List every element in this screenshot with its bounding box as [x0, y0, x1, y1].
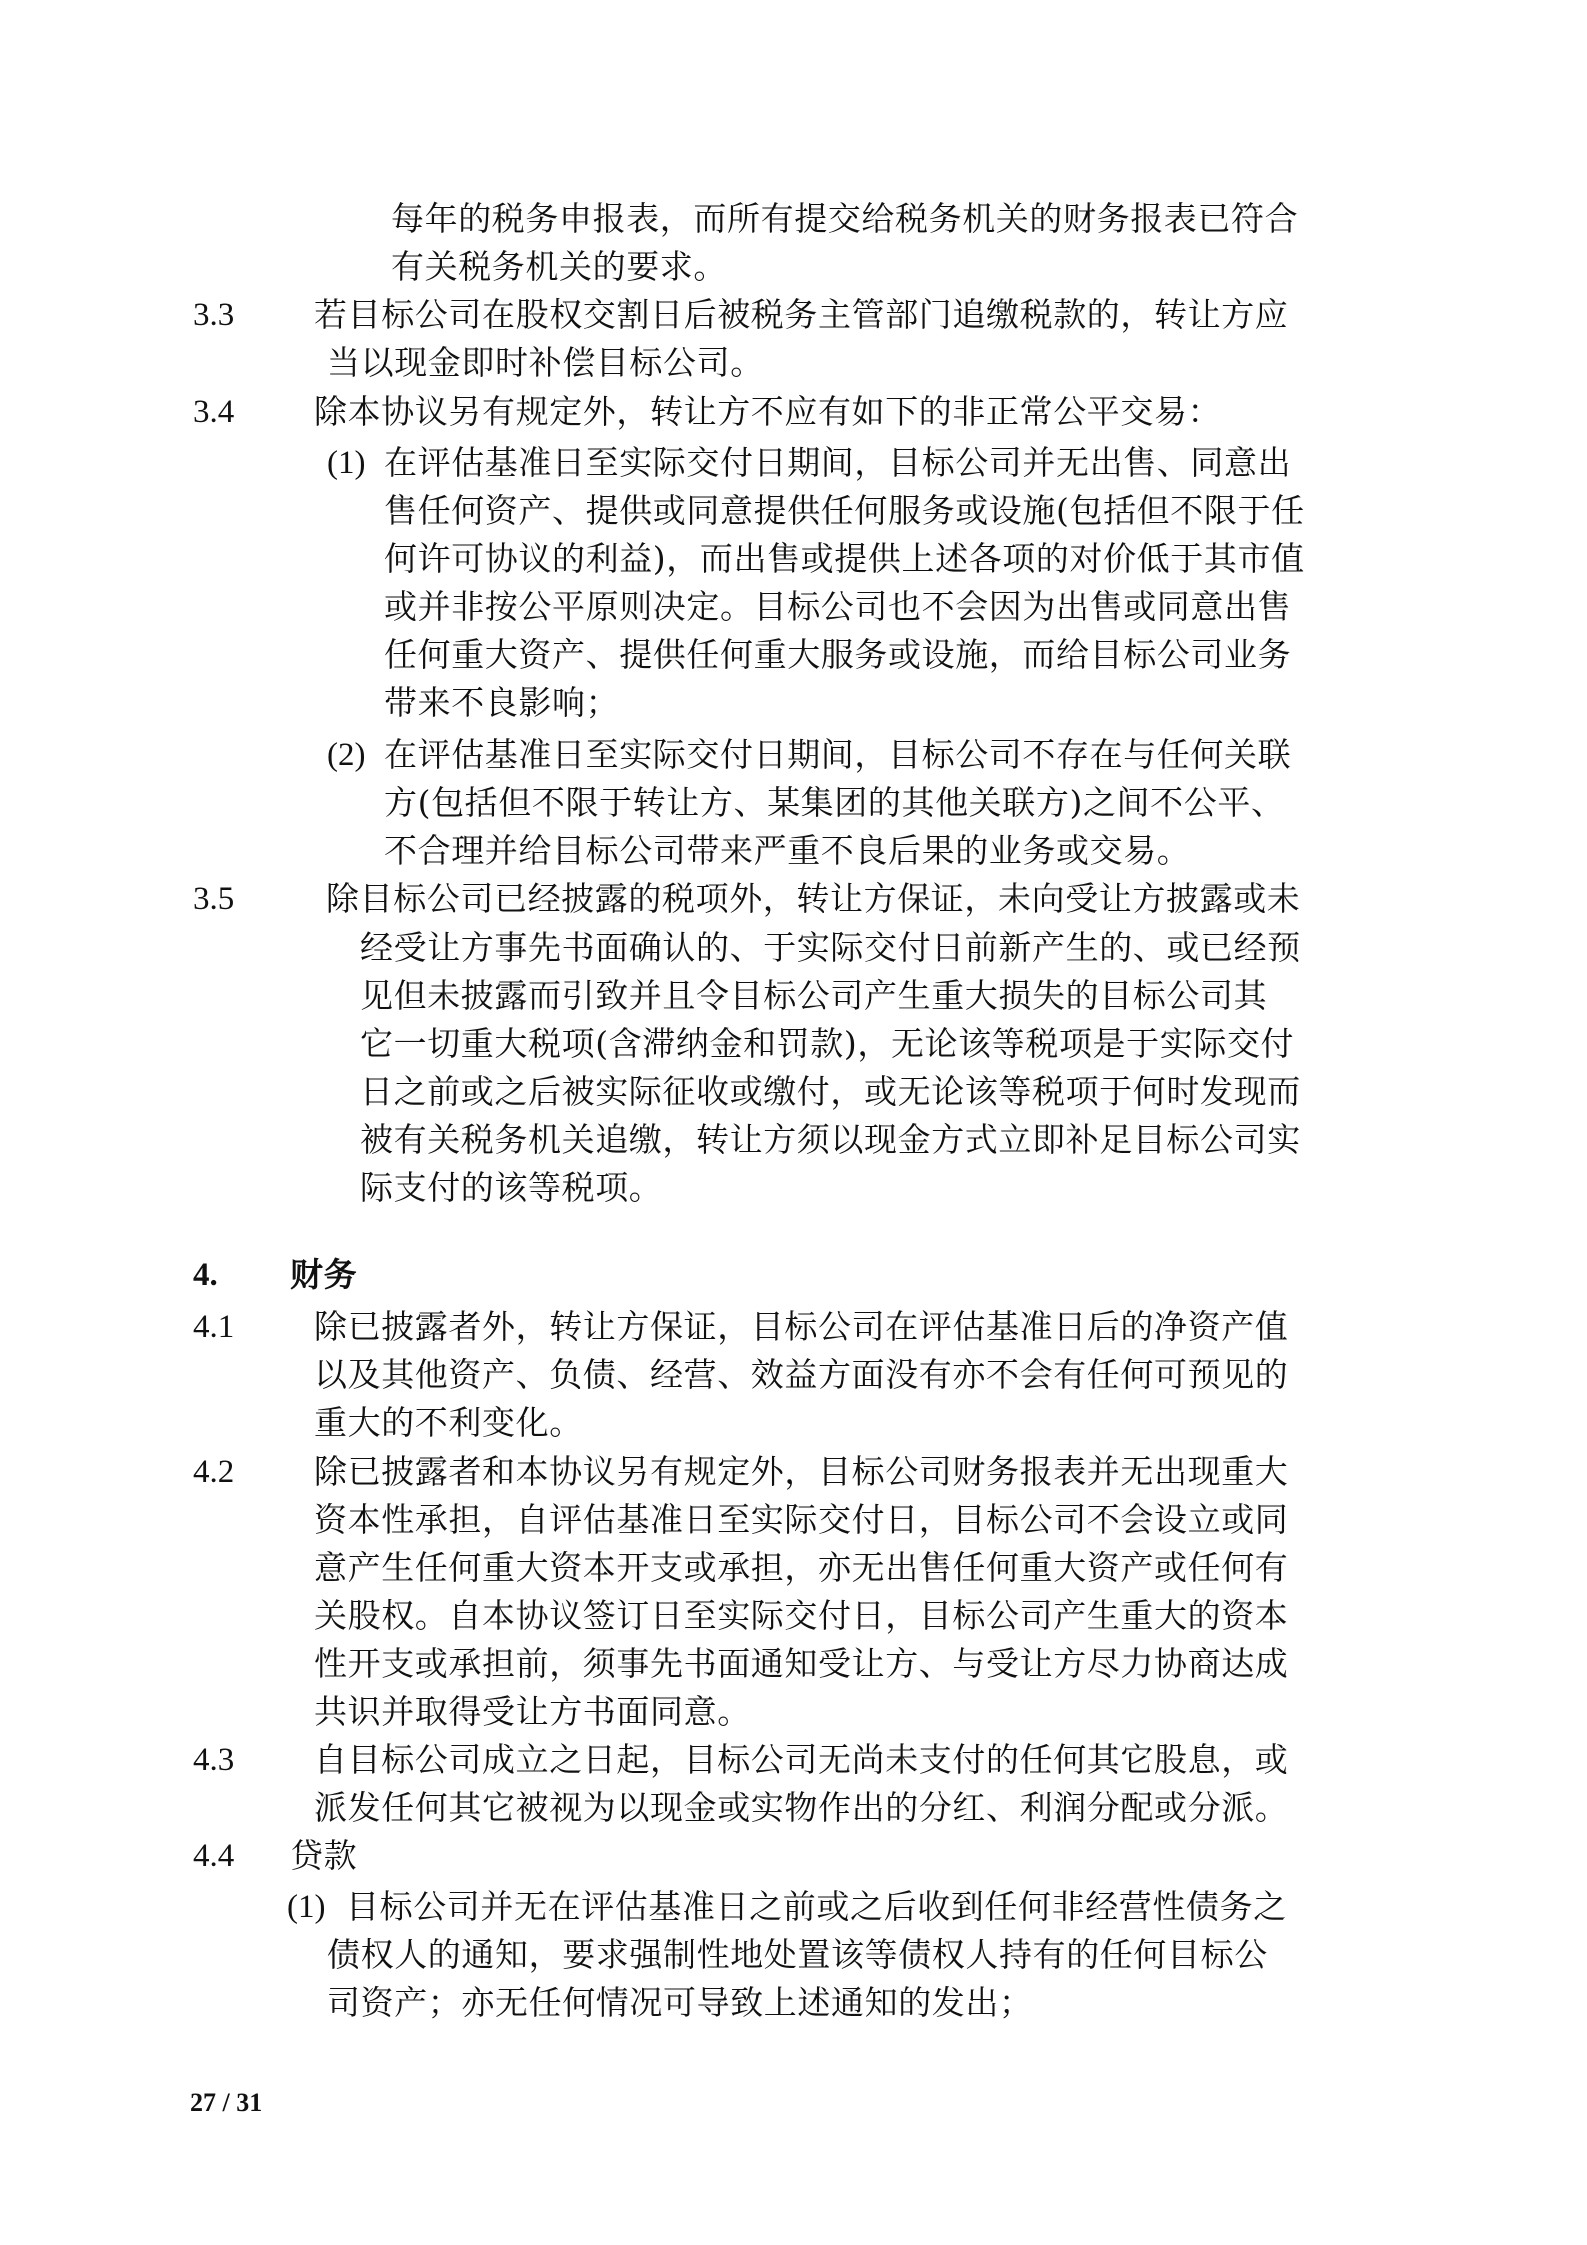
text-line: 除已披露者和本协议另有规定外，目标公司财务报表并无出现重大 — [314, 1452, 1289, 1491]
page-number: 27 / 31 — [190, 2088, 263, 2117]
text-line: 目标公司并无在评估基准日之前或之后收到任何非经营性债务之 — [346, 1887, 1287, 1926]
text-line: 有关税务机关的要求。 — [391, 247, 727, 286]
text-line: 日之前或之后被实际征收或缴付，或无论该等税项于何时发现而 — [360, 1072, 1301, 1111]
text-line: 性开支或承担前，须事先书面通知受让方、与受让方尽力协商达成 — [314, 1644, 1289, 1683]
clause-number: 4.2 — [193, 1454, 235, 1490]
text-line: 每年的税务申报表，而所有提交给税务机关的财务报表已符合 — [391, 199, 1299, 238]
text-line: 何许可协议的利益)，而出售或提供上述各项的对价低于其市值 — [384, 539, 1305, 578]
text-line: 当以现金即时补偿目标公司。 — [327, 343, 764, 382]
text-line: 债权人的通知，要求强制性地处置该等债权人持有的任何目标公 — [327, 1935, 1268, 1974]
text-line: 除目标公司已经披露的税项外，转让方保证，未向受让方披露或未 — [326, 879, 1301, 918]
text-line: 共识并取得受让方书面同意。 — [314, 1692, 751, 1731]
clause-number: 3.5 — [193, 881, 235, 917]
text-line: 以及其他资产、负债、经营、效益方面没有亦不会有任何可预见的 — [314, 1355, 1289, 1394]
text-line: 不合理并给目标公司带来严重不良后果的业务或交易。 — [384, 831, 1191, 870]
text-line: 经受让方事先书面确认的、于实际交付日前新产生的、或已经预 — [360, 928, 1301, 967]
text-line: 资本性承担，自评估基准日至实际交付日，目标公司不会设立或同 — [314, 1500, 1289, 1539]
text-line: 关股权。自本协议签订日至实际交付日，目标公司产生重大的资本 — [314, 1596, 1289, 1635]
text-line: 贷款 — [290, 1836, 358, 1875]
text-line: 它一切重大税项(含滞纳金和罚款)，无论该等税项是于实际交付 — [360, 1024, 1295, 1063]
item-number: (1) — [327, 445, 366, 481]
text-line: 见但未披露而引致并且令目标公司产生重大损失的目标公司其 — [360, 976, 1268, 1015]
clause-number: 4.1 — [193, 1309, 235, 1345]
text-line: 际支付的该等税项。 — [360, 1168, 663, 1207]
text-line: 意产生任何重大资本开支或承担，亦无出售任何重大资产或任何有 — [314, 1548, 1289, 1587]
item-number: (1) — [287, 1889, 326, 1925]
text-line: 带来不良影响； — [384, 683, 620, 722]
text-line: 任何重大资产、提供任何重大服务或设施，而给目标公司业务 — [384, 635, 1292, 674]
clause-number: 3.3 — [193, 297, 235, 333]
text-line: 售任何资产、提供或同意提供任何服务或设施(包括但不限于任 — [384, 491, 1305, 530]
text-line: 或并非按公平原则决定。目标公司也不会因为出售或同意出售 — [384, 587, 1292, 626]
text-line: 被有关税务机关追缴，转让方须以现金方式立即补足目标公司实 — [360, 1120, 1301, 1159]
text-line: 重大的不利变化。 — [314, 1403, 583, 1442]
text-line: 除已披露者外，转让方保证，目标公司在评估基准日后的净资产值 — [314, 1307, 1289, 1346]
clause-number: 4.4 — [193, 1838, 235, 1874]
text-line: 除本协议另有规定外，转让方不应有如下的非正常公平交易： — [314, 392, 1222, 431]
clause-number: 4.3 — [193, 1742, 235, 1778]
item-number: (2) — [327, 737, 366, 773]
section-number: 4. — [193, 1257, 218, 1293]
text-line: 自目标公司成立之日起，目标公司无尚未支付的任何其它股息，或 — [314, 1740, 1289, 1779]
text-line: 司资产；亦无任何情况可导致上述通知的发出； — [327, 1983, 1033, 2022]
clause-number: 3.4 — [193, 394, 235, 430]
text-line: 派发任何其它被视为以现金或实物作出的分红、利润分配或分派。 — [314, 1788, 1289, 1827]
text-line: 若目标公司在股权交割日后被税务主管部门追缴税款的，转让方应 — [314, 295, 1289, 334]
text-line: 在评估基准日至实际交付日期间，目标公司并无出售、同意出 — [384, 443, 1292, 482]
text-line: 方(包括但不限于转让方、某集团的其他关联方)之间不公平、 — [384, 783, 1285, 822]
section-title: 财务 — [290, 1255, 358, 1294]
text-line: 在评估基准日至实际交付日期间，目标公司不存在与任何关联 — [384, 735, 1292, 774]
